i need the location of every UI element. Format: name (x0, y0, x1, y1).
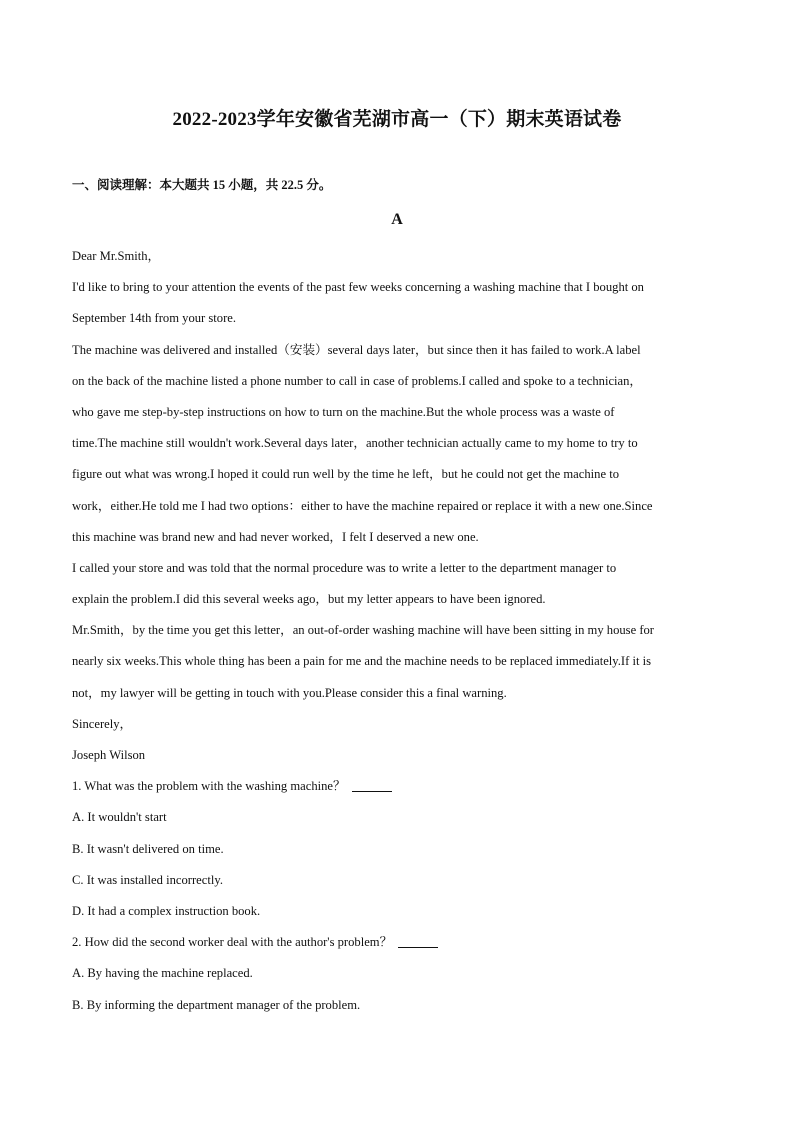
section-heading: 一、阅读理解：本大题共 15 小题，共 22.5 分。 (72, 178, 332, 192)
letter-line: explain the problem.I did this several weeks ago，but my letter appears to have been ignored. (72, 592, 546, 607)
answer-blank[interactable] (352, 777, 392, 792)
letter-line: not，my lawyer will be getting in touch with you.Please consider this a final warning. (72, 685, 507, 700)
letter-line: Dear Mr.Smith， (72, 249, 161, 263)
content-lines (72, 241, 732, 1021)
letter-line: work，either.He told me I had two options：either to have the machine repaired or replace it with a new one.Since (72, 498, 653, 513)
question-2 (72, 927, 732, 958)
letter-signature: Joseph Wilson (72, 748, 146, 762)
letter-line: Mr.Smith，by the time you get this letter，an out-of-order washing machine will have been sitting in my house for (72, 623, 654, 638)
letter-closing: Sincerely， (72, 716, 133, 731)
q2-option-b: B. By informing the department manager of the problem. (72, 997, 361, 1012)
letter-line: figure out what was wrong.I hoped it could run well by the time he left，but he could not get the machine to (72, 467, 619, 482)
letter-line: on the back of the machine listed a phone number to call in case of problems.I called and spoke to a technician， (72, 373, 643, 388)
letter-line: September 14th from your store. (72, 311, 237, 326)
page-title: 2022-2023学年安徽省芜湖市高一（下）期末英语试卷 (172, 109, 622, 130)
answer-blank[interactable] (398, 933, 438, 948)
letter-line: time.The machine still wouldn't work.Several days later，another technician actually came to my home to try to (72, 436, 638, 451)
question-1 (72, 771, 732, 802)
q1-option-c: C. It was installed incorrectly. (72, 872, 223, 887)
q2-option-a: A. By having the machine replaced. (72, 966, 253, 981)
question-2-text: 2. How did the second worker deal with the author's problem？ (72, 935, 393, 950)
letter-line: nearly six weeks.This whole thing has been a pain for me and the machine needs to be replaced immediately.If it is (72, 654, 652, 669)
letter-line: I'd like to bring to your attention the events of the past few weeks concerning a washing machine that I bought on (72, 280, 644, 295)
letter-line: who gave me step-by-step instructions on how to turn on the machine.But the whole process was a waste of (72, 404, 615, 419)
letter-line: I called your store and was told that the normal procedure was to write a letter to the department manager to (72, 560, 617, 575)
letter-line: The machine was delivered and installed（安装）several days later，but since then it has failed to work.A label (72, 342, 641, 357)
q1-option-b: B. It wasn't delivered on time. (72, 841, 224, 856)
question-1-text: 1. What was the problem with the washing machine？ (72, 779, 346, 794)
q1-option-d: D. It had a complex instruction book. (72, 903, 261, 918)
letter-line: this machine was brand new and had never worked，I felt I deserved a new one. (72, 529, 479, 544)
q1-option-a: A. It wouldn't start (72, 810, 167, 825)
passage-title: A (391, 211, 403, 228)
